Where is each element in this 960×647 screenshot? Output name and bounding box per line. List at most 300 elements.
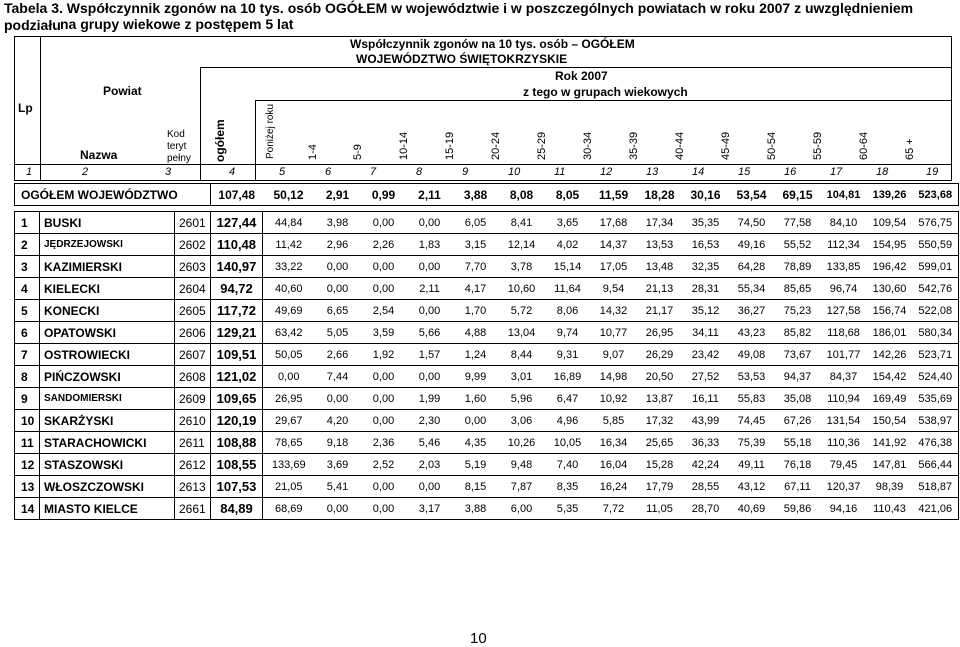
column-number: 10 [508, 166, 521, 178]
row-value: 10,05 [545, 432, 591, 454]
row-value: 3,78 [499, 256, 545, 278]
row-value: 55,83 [729, 388, 775, 410]
row-value: 131,54 [821, 410, 867, 432]
header-lp: Lp [18, 101, 33, 115]
total-value: 8,08 [499, 184, 545, 206]
column-number: 3 [165, 166, 172, 178]
row-value: 3,98 [315, 212, 361, 234]
row-value: 96,74 [821, 278, 867, 300]
row-value: 49,11 [729, 454, 775, 476]
row-value: 2,96 [315, 234, 361, 256]
row-value: 5,72 [499, 300, 545, 322]
row-code: 2613 [175, 476, 211, 498]
row-value: 2,03 [407, 454, 453, 476]
row-name: BUSKI [40, 212, 175, 234]
row-value: 141,92 [867, 432, 913, 454]
row-code: 2608 [175, 366, 211, 388]
row-value: 2,66 [315, 344, 361, 366]
header-age-groups: z tego w grupach wiekowych [523, 85, 688, 99]
table-row [15, 476, 959, 498]
row-value: 2,11 [407, 278, 453, 300]
row-value: 16,34 [591, 432, 637, 454]
column-number: 2 [82, 166, 89, 178]
row-value: 29,67 [263, 410, 315, 432]
row-value: 78,89 [775, 256, 821, 278]
age-column-header: 5-9 [352, 144, 364, 160]
row-value: 9,07 [591, 344, 637, 366]
row-total: 110,48 [211, 234, 263, 256]
row-code: 2612 [175, 454, 211, 476]
age-column-header: 15-19 [444, 131, 456, 160]
row-name: STASZOWSKI [40, 454, 175, 476]
row-value: 21,17 [637, 300, 683, 322]
row-value: 101,77 [821, 344, 867, 366]
row-value: 0,00 [361, 212, 407, 234]
age-column-header: 20-24 [490, 131, 502, 160]
row-value: 94,16 [821, 498, 867, 520]
table-row [15, 300, 959, 322]
row-code: 2661 [175, 498, 211, 520]
row-code: 2602 [175, 234, 211, 256]
row-lp: 13 [15, 476, 40, 498]
row-value: 16,11 [683, 388, 729, 410]
row-lp: 6 [15, 322, 40, 344]
total-value: 3,88 [453, 184, 499, 206]
total-value: 2,91 [315, 184, 361, 206]
row-value: 5,19 [453, 454, 499, 476]
header-ogolem: ogółem [213, 119, 227, 162]
row-name: KAZIMIERSKI [40, 256, 175, 278]
row-name: SKARŻYSKI [40, 410, 175, 432]
row-value: 1,99 [407, 388, 453, 410]
row-value: 0,00 [453, 410, 499, 432]
table-row [15, 432, 959, 454]
row-value: 67,26 [775, 410, 821, 432]
row-total: 129,21 [211, 322, 263, 344]
row-lp: 10 [15, 410, 40, 432]
row-value: 1,57 [407, 344, 453, 366]
row-code: 2610 [175, 410, 211, 432]
row-value: 186,01 [867, 322, 913, 344]
table-row [15, 344, 959, 366]
row-value: 7,44 [315, 366, 361, 388]
row-value: 0,00 [361, 410, 407, 432]
row-value: 2,26 [361, 234, 407, 256]
row-value: 85,65 [775, 278, 821, 300]
row-value: 0,00 [407, 212, 453, 234]
table-row [15, 234, 959, 256]
row-value: 6,65 [315, 300, 361, 322]
row-total: 117,72 [211, 300, 263, 322]
row-value: 535,69 [913, 388, 959, 410]
row-value: 566,44 [913, 454, 959, 476]
row-value: 7,87 [499, 476, 545, 498]
row-total: 121,02 [211, 366, 263, 388]
row-value: 74,45 [729, 410, 775, 432]
row-value: 79,45 [821, 454, 867, 476]
table-row [15, 454, 959, 476]
table-title-line2: na grupy wiekowe z postępem 5 lat [60, 16, 294, 32]
page-number: 10 [470, 630, 487, 647]
row-value: 94,37 [775, 366, 821, 388]
row-name: OSTROWIECKI [40, 344, 175, 366]
header-pelny: pełny [167, 153, 191, 164]
row-value: 16,53 [683, 234, 729, 256]
row-value: 14,32 [591, 300, 637, 322]
row-value: 40,69 [729, 498, 775, 520]
row-value: 1,24 [453, 344, 499, 366]
table-row [15, 410, 959, 432]
row-lp: 1 [15, 212, 40, 234]
header-powiat: Powiat [103, 84, 142, 98]
row-value: 130,60 [867, 278, 913, 300]
age-column-header: 50-54 [766, 131, 778, 160]
row-value: 120,37 [821, 476, 867, 498]
row-lp: 14 [15, 498, 40, 520]
row-value: 28,31 [683, 278, 729, 300]
row-value: 11,64 [545, 278, 591, 300]
row-value: 11,05 [637, 498, 683, 520]
row-value: 55,34 [729, 278, 775, 300]
table-row [15, 278, 959, 300]
row-name: WŁOSZCZOWSKI [40, 476, 175, 498]
row-value: 0,00 [361, 278, 407, 300]
row-lp: 7 [15, 344, 40, 366]
row-value: 2,36 [361, 432, 407, 454]
row-name: JĘDRZEJOWSKI [40, 234, 175, 256]
row-value: 16,89 [545, 366, 591, 388]
row-value: 0,00 [407, 256, 453, 278]
table-row [15, 498, 959, 520]
column-number: 18 [876, 166, 889, 178]
row-value: 2,52 [361, 454, 407, 476]
header-subtitle: Współczynnik zgonów na 10 tys. osób – OGÓŁEM [350, 37, 635, 51]
row-value: 17,32 [637, 410, 683, 432]
row-name: SANDOMIERSKI [40, 388, 175, 410]
row-value: 523,71 [913, 344, 959, 366]
row-value: 7,40 [545, 454, 591, 476]
row-value: 2,30 [407, 410, 453, 432]
row-value: 421,06 [913, 498, 959, 520]
row-value: 84,37 [821, 366, 867, 388]
row-value: 98,39 [867, 476, 913, 498]
row-value: 147,81 [867, 454, 913, 476]
column-number: 11 [554, 166, 566, 178]
row-value: 5,05 [315, 322, 361, 344]
row-value: 49,08 [729, 344, 775, 366]
row-value: 0,00 [315, 278, 361, 300]
header-nazwa: Nazwa [80, 148, 118, 162]
header-year: Rok 2007 [555, 69, 608, 83]
table-row-total [15, 184, 959, 206]
row-value: 63,42 [263, 322, 315, 344]
row-value: 14,37 [591, 234, 637, 256]
age-column-header: 35-39 [628, 131, 640, 160]
row-name: KONECKI [40, 300, 175, 322]
row-value: 75,23 [775, 300, 821, 322]
total-value: 69,15 [775, 184, 821, 206]
row-code: 2604 [175, 278, 211, 300]
row-code: 2601 [175, 212, 211, 234]
column-number: 19 [926, 166, 939, 178]
row-value: 28,55 [683, 476, 729, 498]
row-total: 94,72 [211, 278, 263, 300]
row-total: 84,89 [211, 498, 263, 520]
row-lp: 12 [15, 454, 40, 476]
row-value: 43,99 [683, 410, 729, 432]
row-value: 112,34 [821, 234, 867, 256]
header-teryt: teryt [167, 141, 187, 152]
table-title-line1: Tabela 3. Współczynnik zgonów na 10 tys. osób OGÓŁEM w województwie i w poszczególnych powiatach w roku 2007 z uwzględnieniem podziału [4, 0, 914, 33]
column-number: 14 [692, 166, 705, 178]
row-value: 35,12 [683, 300, 729, 322]
age-column-header: 55-59 [812, 131, 824, 160]
row-value: 3,88 [453, 498, 499, 520]
row-total: 127,44 [211, 212, 263, 234]
row-value: 13,87 [637, 388, 683, 410]
row-lp: 4 [15, 278, 40, 300]
row-value: 6,47 [545, 388, 591, 410]
column-number: 13 [646, 166, 659, 178]
row-value: 35,35 [683, 212, 729, 234]
row-value: 3,69 [315, 454, 361, 476]
row-value: 43,12 [729, 476, 775, 498]
row-name: STARACHOWICKI [40, 432, 175, 454]
row-code: 2611 [175, 432, 211, 454]
row-value: 20,50 [637, 366, 683, 388]
row-value: 2,54 [361, 300, 407, 322]
total-value: 8,05 [545, 184, 591, 206]
table-row [15, 212, 959, 234]
row-value: 10,60 [499, 278, 545, 300]
row-value: 156,74 [867, 300, 913, 322]
row-value: 13,48 [637, 256, 683, 278]
row-lp: 5 [15, 300, 40, 322]
row-value: 9,99 [453, 366, 499, 388]
row-value: 17,68 [591, 212, 637, 234]
row-value: 10,92 [591, 388, 637, 410]
row-value: 580,34 [913, 322, 959, 344]
row-value: 23,42 [683, 344, 729, 366]
row-value: 49,16 [729, 234, 775, 256]
row-value: 522,08 [913, 300, 959, 322]
row-value: 133,69 [263, 454, 315, 476]
row-value: 12,14 [499, 234, 545, 256]
row-value: 34,11 [683, 322, 729, 344]
row-total: 108,55 [211, 454, 263, 476]
row-value: 78,65 [263, 432, 315, 454]
row-name: PIŃCZOWSKI [40, 366, 175, 388]
row-value: 21,05 [263, 476, 315, 498]
row-value: 3,06 [499, 410, 545, 432]
row-value: 8,06 [545, 300, 591, 322]
row-value: 154,95 [867, 234, 913, 256]
row-value: 118,68 [821, 322, 867, 344]
row-value: 28,70 [683, 498, 729, 520]
row-lp: 9 [15, 388, 40, 410]
header-region: WOJEWÓDZTWO ŚWIĘTOKRZYSKIE [356, 52, 568, 66]
total-value: 53,54 [729, 184, 775, 206]
row-value: 133,85 [821, 256, 867, 278]
row-value: 4,20 [315, 410, 361, 432]
column-number: 4 [229, 166, 236, 178]
total-value: 30,16 [683, 184, 729, 206]
row-value: 3,17 [407, 498, 453, 520]
row-value: 1,92 [361, 344, 407, 366]
row-value: 16,24 [591, 476, 637, 498]
row-value: 5,66 [407, 322, 453, 344]
row-value: 50,05 [263, 344, 315, 366]
row-value: 14,98 [591, 366, 637, 388]
row-value: 4,35 [453, 432, 499, 454]
row-value: 26,95 [263, 388, 315, 410]
row-value: 9,31 [545, 344, 591, 366]
total-value: 107,48 [211, 184, 263, 206]
row-value: 3,65 [545, 212, 591, 234]
row-value: 26,95 [637, 322, 683, 344]
total-value: 104,81 [821, 184, 867, 206]
column-number: 12 [600, 166, 613, 178]
row-total: 108,88 [211, 432, 263, 454]
row-name: MIASTO KIELCE [40, 498, 175, 520]
row-value: 68,69 [263, 498, 315, 520]
row-value: 25,65 [637, 432, 683, 454]
age-column-header: 25-29 [536, 131, 548, 160]
column-number: 1 [26, 166, 33, 178]
row-value: 49,69 [263, 300, 315, 322]
row-value: 36,33 [683, 432, 729, 454]
row-value: 35,08 [775, 388, 821, 410]
total-value: 2,11 [407, 184, 453, 206]
row-value: 0,00 [361, 366, 407, 388]
column-number: 5 [279, 166, 286, 178]
row-value: 169,49 [867, 388, 913, 410]
row-value: 17,05 [591, 256, 637, 278]
column-number: 15 [738, 166, 751, 178]
row-value: 5,46 [407, 432, 453, 454]
row-value: 0,00 [315, 388, 361, 410]
row-value: 542,76 [913, 278, 959, 300]
row-value: 43,23 [729, 322, 775, 344]
row-value: 77,58 [775, 212, 821, 234]
row-value: 9,54 [591, 278, 637, 300]
row-value: 33,22 [263, 256, 315, 278]
row-code: 2603 [175, 256, 211, 278]
age-column-header: 10-14 [398, 131, 410, 160]
row-value: 599,01 [913, 256, 959, 278]
row-value: 67,11 [775, 476, 821, 498]
table-row [15, 256, 959, 278]
row-value: 9,48 [499, 454, 545, 476]
row-value: 42,24 [683, 454, 729, 476]
row-value: 8,35 [545, 476, 591, 498]
row-value: 55,18 [775, 432, 821, 454]
row-value: 196,42 [867, 256, 913, 278]
row-value: 0,00 [263, 366, 315, 388]
row-name: KIELECKI [40, 278, 175, 300]
row-value: 10,77 [591, 322, 637, 344]
row-total: 120,19 [211, 410, 263, 432]
row-value: 59,86 [775, 498, 821, 520]
row-value: 142,26 [867, 344, 913, 366]
header-kod: Kod [167, 129, 185, 140]
data-table [14, 183, 959, 520]
column-number: 9 [462, 166, 469, 178]
row-value: 109,54 [867, 212, 913, 234]
row-value: 53,53 [729, 366, 775, 388]
row-value: 27,52 [683, 366, 729, 388]
total-value: 50,12 [263, 184, 315, 206]
row-value: 26,29 [637, 344, 683, 366]
row-value: 76,18 [775, 454, 821, 476]
row-value: 44,84 [263, 212, 315, 234]
row-value: 110,36 [821, 432, 867, 454]
row-total: 109,65 [211, 388, 263, 410]
row-value: 5,85 [591, 410, 637, 432]
row-code: 2609 [175, 388, 211, 410]
row-value: 476,38 [913, 432, 959, 454]
column-number: 6 [325, 166, 332, 178]
row-value: 16,04 [591, 454, 637, 476]
row-value: 32,35 [683, 256, 729, 278]
row-total: 140,97 [211, 256, 263, 278]
row-value: 73,67 [775, 344, 821, 366]
row-value: 84,10 [821, 212, 867, 234]
table-row [15, 322, 959, 344]
row-value: 75,39 [729, 432, 775, 454]
column-number: 16 [784, 166, 797, 178]
age-column-header: 45-49 [720, 131, 732, 160]
row-value: 550,59 [913, 234, 959, 256]
table-row [15, 366, 959, 388]
row-value: 7,72 [591, 498, 637, 520]
row-value: 15,28 [637, 454, 683, 476]
row-value: 0,00 [407, 476, 453, 498]
row-value: 4,02 [545, 234, 591, 256]
row-value: 8,44 [499, 344, 545, 366]
row-total: 107,53 [211, 476, 263, 498]
row-value: 7,70 [453, 256, 499, 278]
total-value: 11,59 [591, 184, 637, 206]
row-value: 5,96 [499, 388, 545, 410]
total-value: 18,28 [637, 184, 683, 206]
age-column-header: 30-34 [582, 131, 594, 160]
row-value: 576,75 [913, 212, 959, 234]
row-value: 74,50 [729, 212, 775, 234]
row-code: 2607 [175, 344, 211, 366]
row-value: 150,54 [867, 410, 913, 432]
row-value: 10,26 [499, 432, 545, 454]
row-value: 36,27 [729, 300, 775, 322]
row-value: 110,43 [867, 498, 913, 520]
row-value: 17,79 [637, 476, 683, 498]
row-value: 0,00 [361, 498, 407, 520]
total-value: 523,68 [913, 184, 959, 206]
row-value: 0,00 [407, 300, 453, 322]
row-value: 8,15 [453, 476, 499, 498]
row-value: 5,41 [315, 476, 361, 498]
row-value: 538,97 [913, 410, 959, 432]
row-value: 0,00 [315, 256, 361, 278]
total-value: 0,99 [361, 184, 407, 206]
row-value: 4,96 [545, 410, 591, 432]
row-value: 518,87 [913, 476, 959, 498]
age-column-header: 65 + [904, 138, 916, 160]
row-value: 1,60 [453, 388, 499, 410]
column-number: 17 [830, 166, 843, 178]
row-value: 6,00 [499, 498, 545, 520]
row-value: 524,40 [913, 366, 959, 388]
